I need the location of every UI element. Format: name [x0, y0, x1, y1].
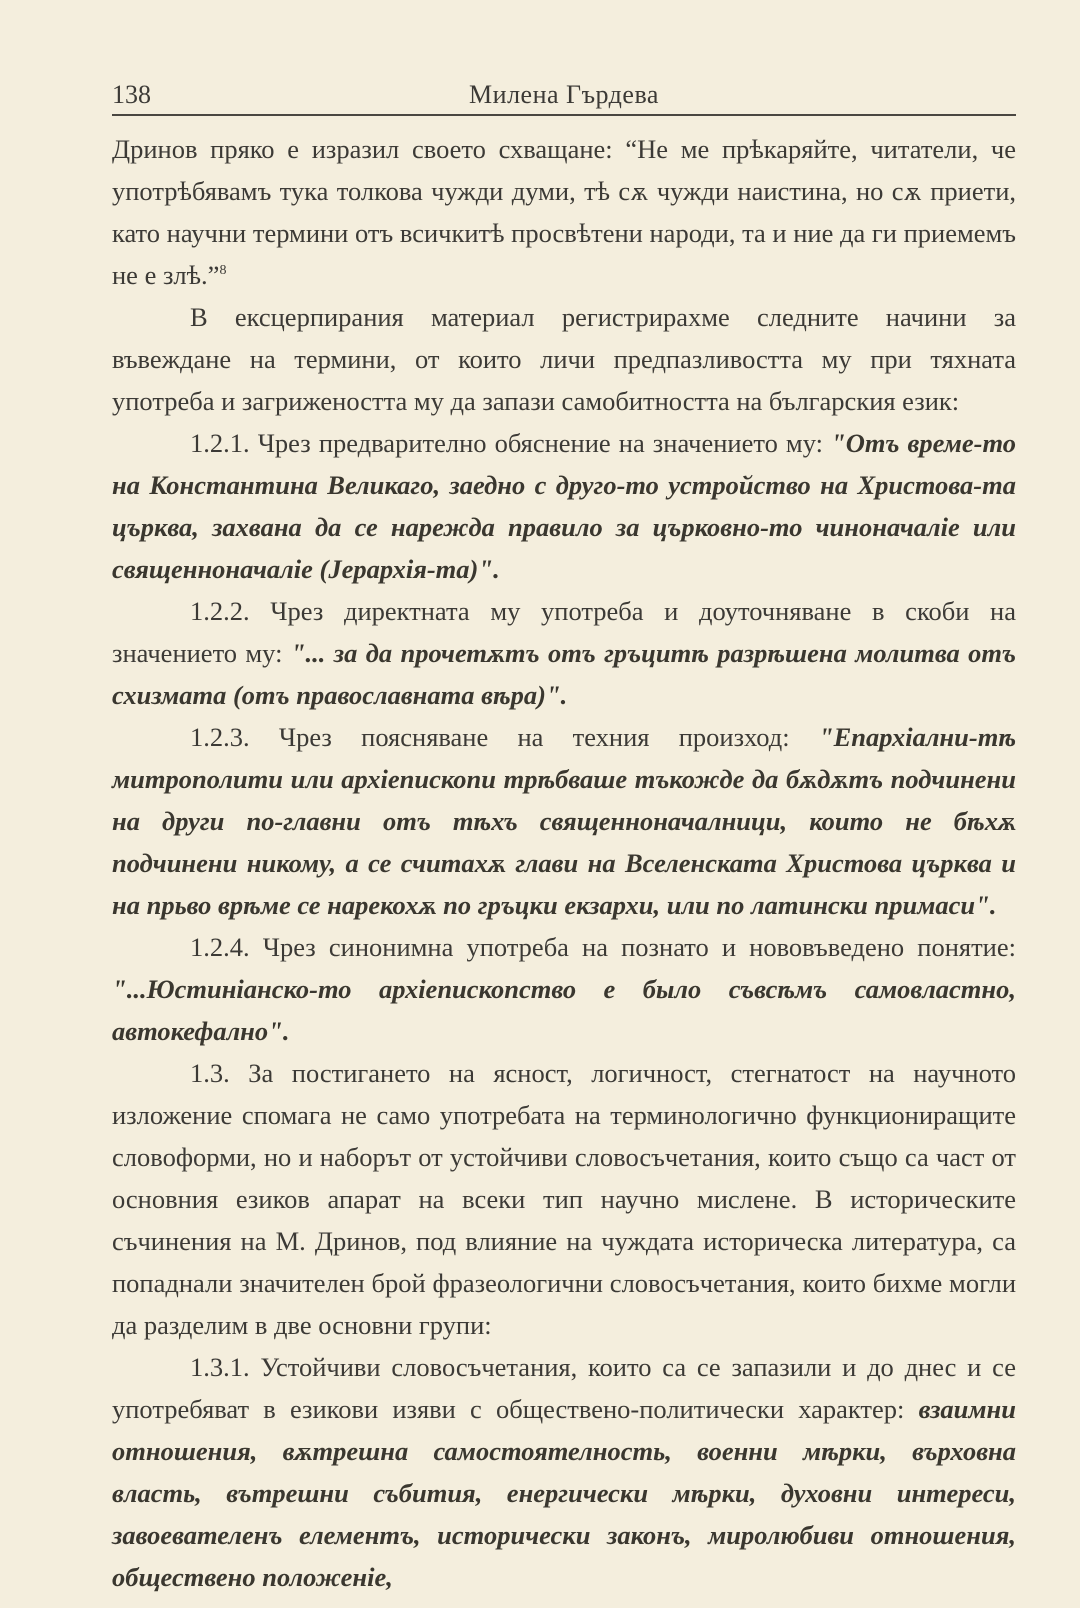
paragraph-1-2-4 — [112, 926, 1016, 1052]
paragraph-2 — [112, 296, 1016, 422]
page-header — [112, 74, 1016, 116]
paragraph-text: Дринов пряко е изразил своето схващане: “Не ме прѣкаряйте, читатели, че употрѣбявамъ тука толкова чужди думи, тѣ сѫ чужди наистина, но сѫ приети, като научни термини отъ всичкитѣ просвѣтени народи, та и ние да ги приемемъ не е злѣ.” — [112, 134, 1016, 290]
paragraph-1-3 — [112, 1052, 1016, 1346]
page-body — [112, 128, 1016, 1598]
paragraph-text: 1.3. За постигането на яснoст, логичност, стегнатост на научното изложение спомага не само употребата на терминологично функциониращите словоформи, но и наборът от устойчиви словосъчетания, които също са част от основния езиков апарат на всеки тип научно мислене. В историческите съчинения на М. Дринов, под влияние на чуждата историческа литература, са попаднали значителен брой фразеологични словосъчетания, които бихме могли да разделим в две основни групи: — [112, 1058, 1016, 1340]
paragraph-1-2-1 — [112, 422, 1016, 590]
quotation: "... за да прочетѫтъ отъ гръцитѣ разрѣшена молитва отъ схизмата (отъ православната вѣра)". — [112, 638, 1016, 710]
paragraph-1-2-2 — [112, 590, 1016, 716]
paragraph-1 — [112, 128, 1016, 296]
paragraph-text: В ексцерпирания материал регистрирахме следните начини за въвеждане на термини, от които личи предпазливостта му при тяхната употреба и загрижеността му да запази самобитността на българския език: — [112, 302, 1016, 416]
paragraph-lead: 1.2.1. Чрез предварително обяснение на значението му: — [190, 428, 832, 458]
paragraph-1-2-3 — [112, 716, 1016, 926]
quotation: взаимни отношения, вѫтрешна самостоятелность, военни мѣрки, върховна власть, вътрешни събития, енергически мѣрки, духовни интереси, завоевателенъ елементъ, исторически законъ, миролюбиви отношения, обществено положеніе, — [112, 1394, 1016, 1592]
footnote-marker: 8 — [219, 263, 227, 279]
paragraph-lead: 1.2.3. Чрез поясняване на техния произход: — [190, 722, 819, 752]
quotation: "Отъ време-то на Константина Великаго, заедно с друго-то устройство на Христова-та църква, захвана да се нарежда правило за църковно-то чиноначаліе или священноначаліе (Јерархія-та)". — [112, 428, 1017, 584]
quotation: "...Юстиніанско-то архіепископство е было съвсѣмъ самовластно, автокефално". — [112, 974, 1016, 1046]
paragraph-1-3-1 — [112, 1346, 1016, 1598]
paragraph-lead: 1.2.4. Чрез синонимна употреба на познато и нововъведено понятие: — [190, 932, 1016, 962]
paragraph-lead: 1.3.1. Устойчиви словосъчетания, които са се запазили и до днес и се употребяват в езикови изяви с обществено-политически характер: — [112, 1352, 1016, 1424]
page-number: 138 — [112, 80, 151, 109]
running-head-author: Милена Гърдева — [469, 80, 659, 109]
quotation: "Епархіални-тѣ митрополити или архіепископи трѣбваше тъкожде да бѫдѫтъ подчинени на други по-главни отъ тѣхъ священноначалници, които не бѣхѫ подчинени никому, а се считахѫ глави на Вселенската Христова църква и на прьво врѣме се нарекохѫ по гръцки екзархи, или по латински примаси". — [112, 722, 1016, 920]
paragraph-lead: 1.2.2. Чрез директната му употреба и доуточняване в скоби на значението му: — [112, 596, 1016, 668]
